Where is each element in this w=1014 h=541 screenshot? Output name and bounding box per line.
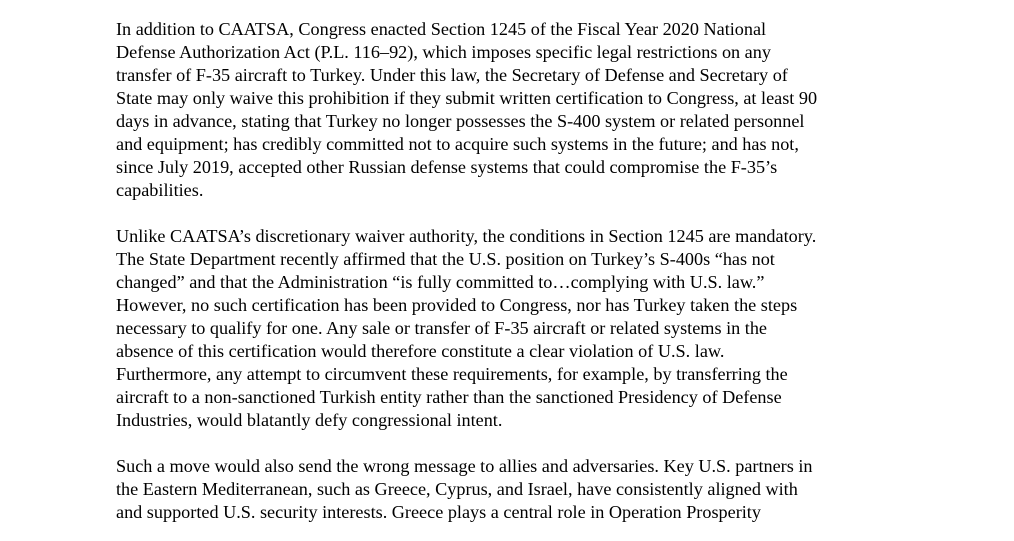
text-line: Defense Authorization Act (P.L. 116–92), which imposes specific legal restrictions on any <box>116 42 771 62</box>
text-line: aircraft to a non-sanctioned Turkish entity rather than the sanctioned Presidency of Defense <box>116 387 782 407</box>
text-line: In addition to CAATSA, Congress enacted Section 1245 of the Fiscal Year 2020 National <box>116 19 767 39</box>
text-line: Industries, would blatantly defy congressional intent. <box>116 410 503 430</box>
paragraph-spacer <box>116 202 906 225</box>
text-line: Furthermore, any attempt to circumvent these requirements, for example, by transferring the <box>116 364 788 384</box>
text-line: Such a move would also send the wrong message to allies and adversaries. Key U.S. partners in <box>116 456 813 476</box>
text-line: capabilities. <box>116 180 204 200</box>
text-line: The State Department recently affirmed that the U.S. position on Turkey’s S-400s “has not <box>116 249 775 269</box>
text-line: changed” and that the Administration “is fully committed to…complying with U.S. law.” <box>116 272 765 292</box>
text-line: However, no such certification has been provided to Congress, nor has Turkey taken the steps <box>116 295 798 315</box>
text-line: absence of this certification would therefore constitute a clear violation of U.S. law. <box>116 341 725 361</box>
text-line: necessary to qualify for one. Any sale or transfer of F-35 aircraft or related systems in the <box>116 318 767 338</box>
text-line: the Eastern Mediterranean, such as Greece, Cyprus, and Israel, have consistently aligned with <box>116 479 798 499</box>
paragraph-mandatory-conditions <box>116 225 906 432</box>
text-line: Unlike CAATSA’s discretionary waiver authority, the conditions in Section 1245 are mandatory. <box>116 226 817 246</box>
text-line: days in advance, stating that Turkey no longer possesses the S-400 system or related personnel <box>116 111 805 131</box>
paragraph-spacer <box>116 432 906 455</box>
paragraph-section-1245 <box>116 18 906 202</box>
document-page <box>116 18 906 524</box>
text-line: State may only waive this prohibition if they submit written certification to Congress, at least 90 <box>116 88 818 108</box>
text-line: and equipment; has credibly committed not to acquire such systems in the future; and has not, <box>116 134 799 154</box>
text-line: transfer of F-35 aircraft to Turkey. Under this law, the Secretary of Defense and Secretary of <box>116 65 788 85</box>
text-line: and supported U.S. security interests. Greece plays a central role in Operation Prosperity <box>116 502 761 522</box>
text-line: since July 2019, accepted other Russian defense systems that could compromise the F-35’s <box>116 157 778 177</box>
paragraph-allies-message <box>116 455 906 524</box>
